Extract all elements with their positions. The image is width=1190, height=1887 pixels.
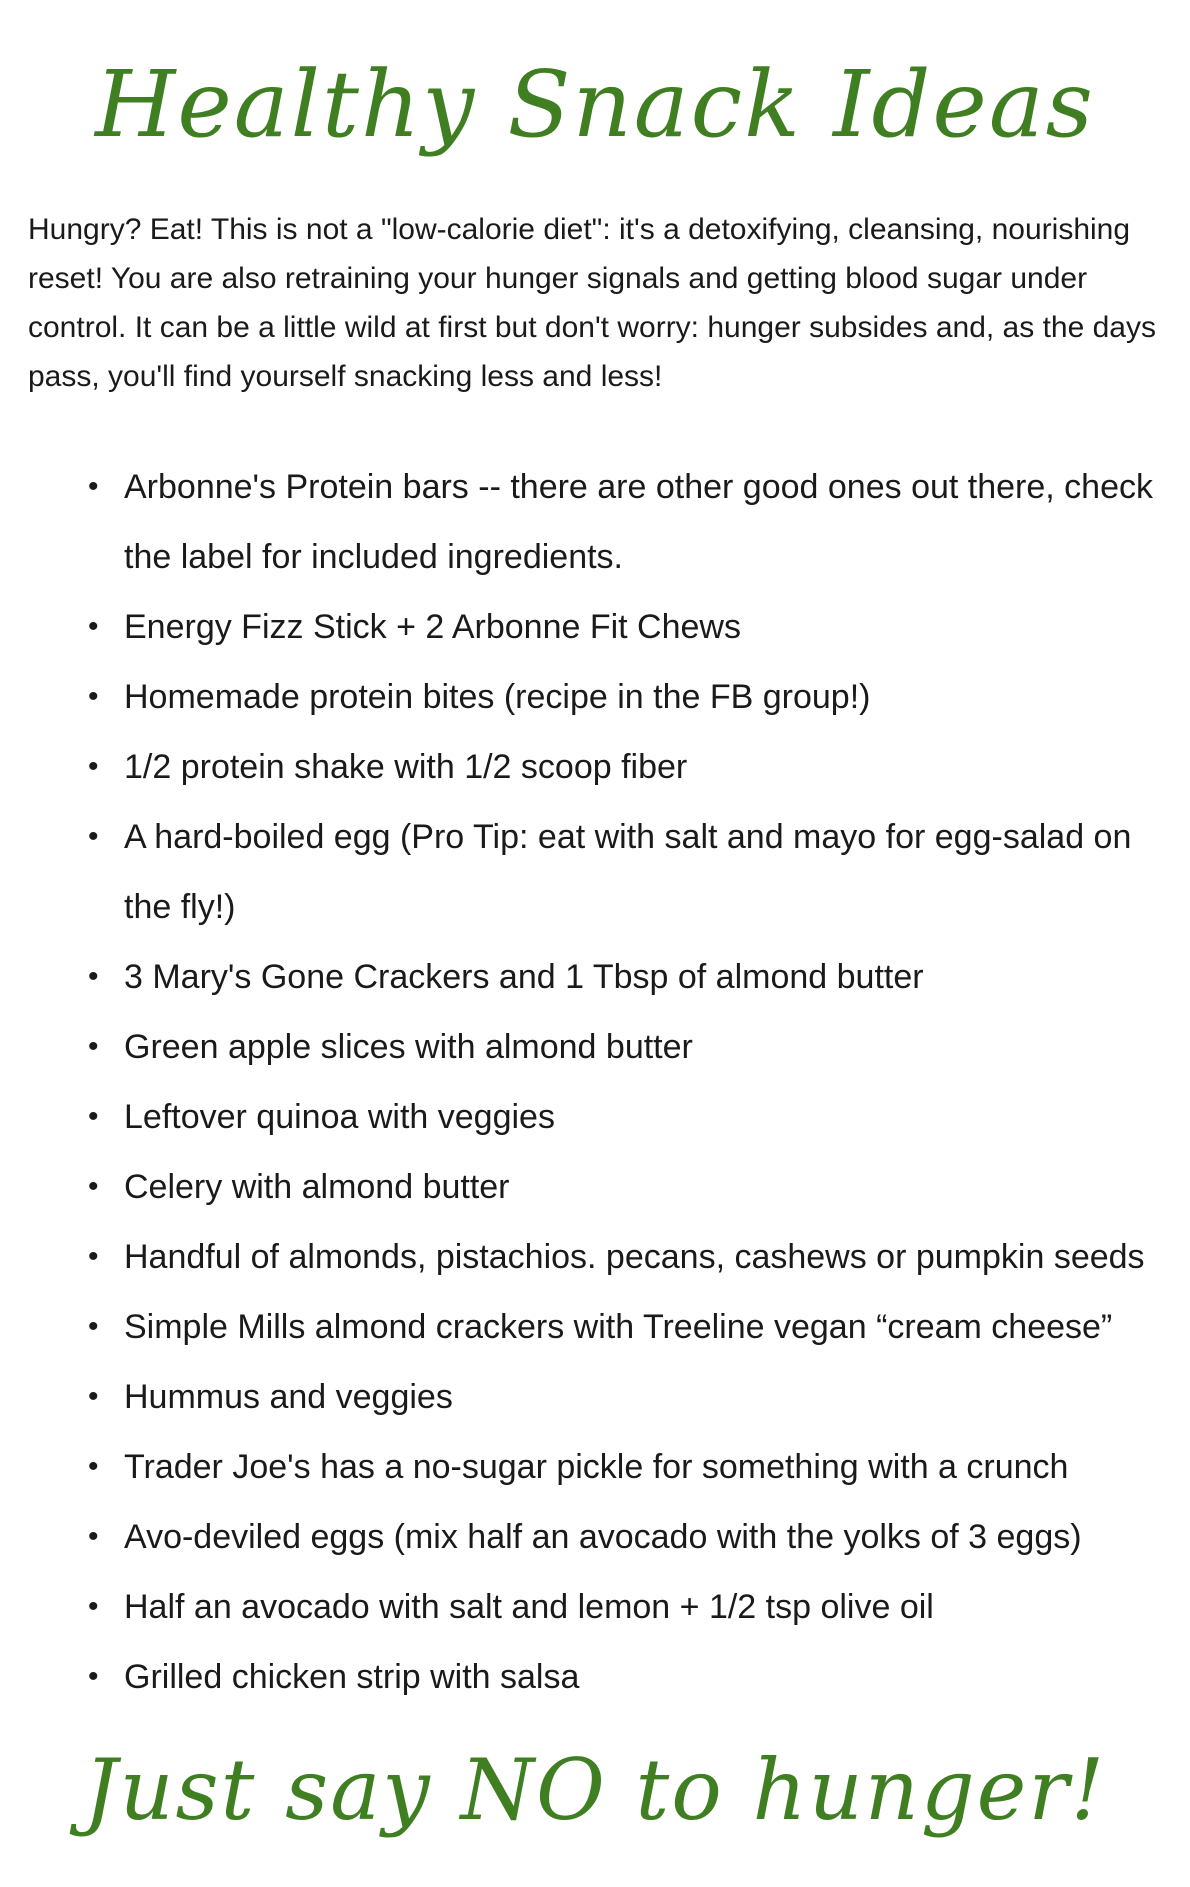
- bullet-icon: •: [88, 1310, 99, 1343]
- bullet-icon: •: [88, 1170, 99, 1203]
- bullet-icon: •: [88, 1590, 99, 1623]
- bullet-icon: •: [88, 1030, 99, 1063]
- footer-slogan: Just say NO to hunger!: [83, 1741, 1107, 1839]
- list-item: [88, 1012, 1168, 1082]
- list-item: [88, 1292, 1168, 1362]
- list-item: [88, 452, 1168, 592]
- snack-text: Simple Mills almond crackers with Treeline vegan “cream cheese”: [124, 1308, 1113, 1346]
- list-item: [88, 592, 1168, 662]
- snack-text: Hummus and veggies: [124, 1378, 453, 1416]
- intro-paragraph: Hungry? Eat! This is not a "low-calorie diet": it's a detoxifying, cleansing, nourishing reset! You are also retraining your hunger signals and getting blood sugar under control. It can be a little wild at first but don't worry: hunger subsides and, as the days pass, you'll find yourself snacking less and less!: [28, 213, 1156, 393]
- snack-text: Green apple slices with almond butter: [124, 1028, 693, 1066]
- snack-text: 3 Mary's Gone Crackers and 1 Tbsp of almond butter: [124, 958, 924, 996]
- bullet-icon: •: [88, 610, 99, 643]
- snack-text: Handful of almonds, pistachios. pecans, cashews or pumpkin seeds: [124, 1238, 1145, 1276]
- list-item: [88, 1362, 1168, 1432]
- bullet-icon: •: [88, 470, 99, 503]
- list-item: [88, 1642, 1168, 1712]
- bullet-icon: •: [88, 1520, 99, 1553]
- bullet-icon: •: [88, 680, 99, 713]
- bullet-icon: •: [88, 1450, 99, 1483]
- snack-text: Grilled chicken strip with salsa: [124, 1658, 580, 1696]
- bullet-icon: •: [88, 1660, 99, 1693]
- list-item: [88, 802, 1168, 942]
- bullet-icon: •: [88, 1100, 99, 1133]
- snack-text: 1/2 protein shake with 1/2 scoop fiber: [124, 748, 688, 786]
- snack-text: Leftover quinoa with veggies: [124, 1098, 555, 1136]
- snack-text: Trader Joe's has a no-sugar pickle for something with a crunch: [124, 1448, 1069, 1486]
- bullet-icon: •: [88, 960, 99, 993]
- bullet-icon: •: [88, 820, 99, 853]
- page-title: Healthy Snack Ideas: [95, 51, 1095, 158]
- list-item: [88, 1502, 1168, 1572]
- bullet-icon: •: [88, 1240, 99, 1273]
- list-item: [88, 1572, 1168, 1642]
- list-item: [88, 1432, 1168, 1502]
- snack-text: Avo-deviled eggs (mix half an avocado with the yolks of 3 eggs): [124, 1518, 1082, 1556]
- list-item: [88, 662, 1168, 732]
- bullet-icon: •: [88, 750, 99, 783]
- snack-text: Homemade protein bites (recipe in the FB group!): [124, 678, 871, 716]
- snack-text: Energy Fizz Stick + 2 Arbonne Fit Chews: [124, 608, 741, 646]
- list-item: [88, 1222, 1168, 1292]
- snack-text: A hard-boiled egg (Pro Tip: eat with salt and mayo for egg-salad on the fly!): [124, 818, 1132, 926]
- snack-text: Arbonne's Protein bars -- there are other good ones out there, check the label for included ingredients.: [124, 468, 1153, 576]
- list-item: [88, 942, 1168, 1012]
- snack-list: [88, 452, 1168, 1712]
- snack-text: Celery with almond butter: [124, 1168, 510, 1206]
- list-item: [88, 1152, 1168, 1222]
- bullet-icon: •: [88, 1380, 99, 1413]
- snack-text: Half an avocado with salt and lemon + 1/2 tsp olive oil: [124, 1588, 934, 1626]
- list-item: [88, 1082, 1168, 1152]
- list-item: [88, 732, 1168, 802]
